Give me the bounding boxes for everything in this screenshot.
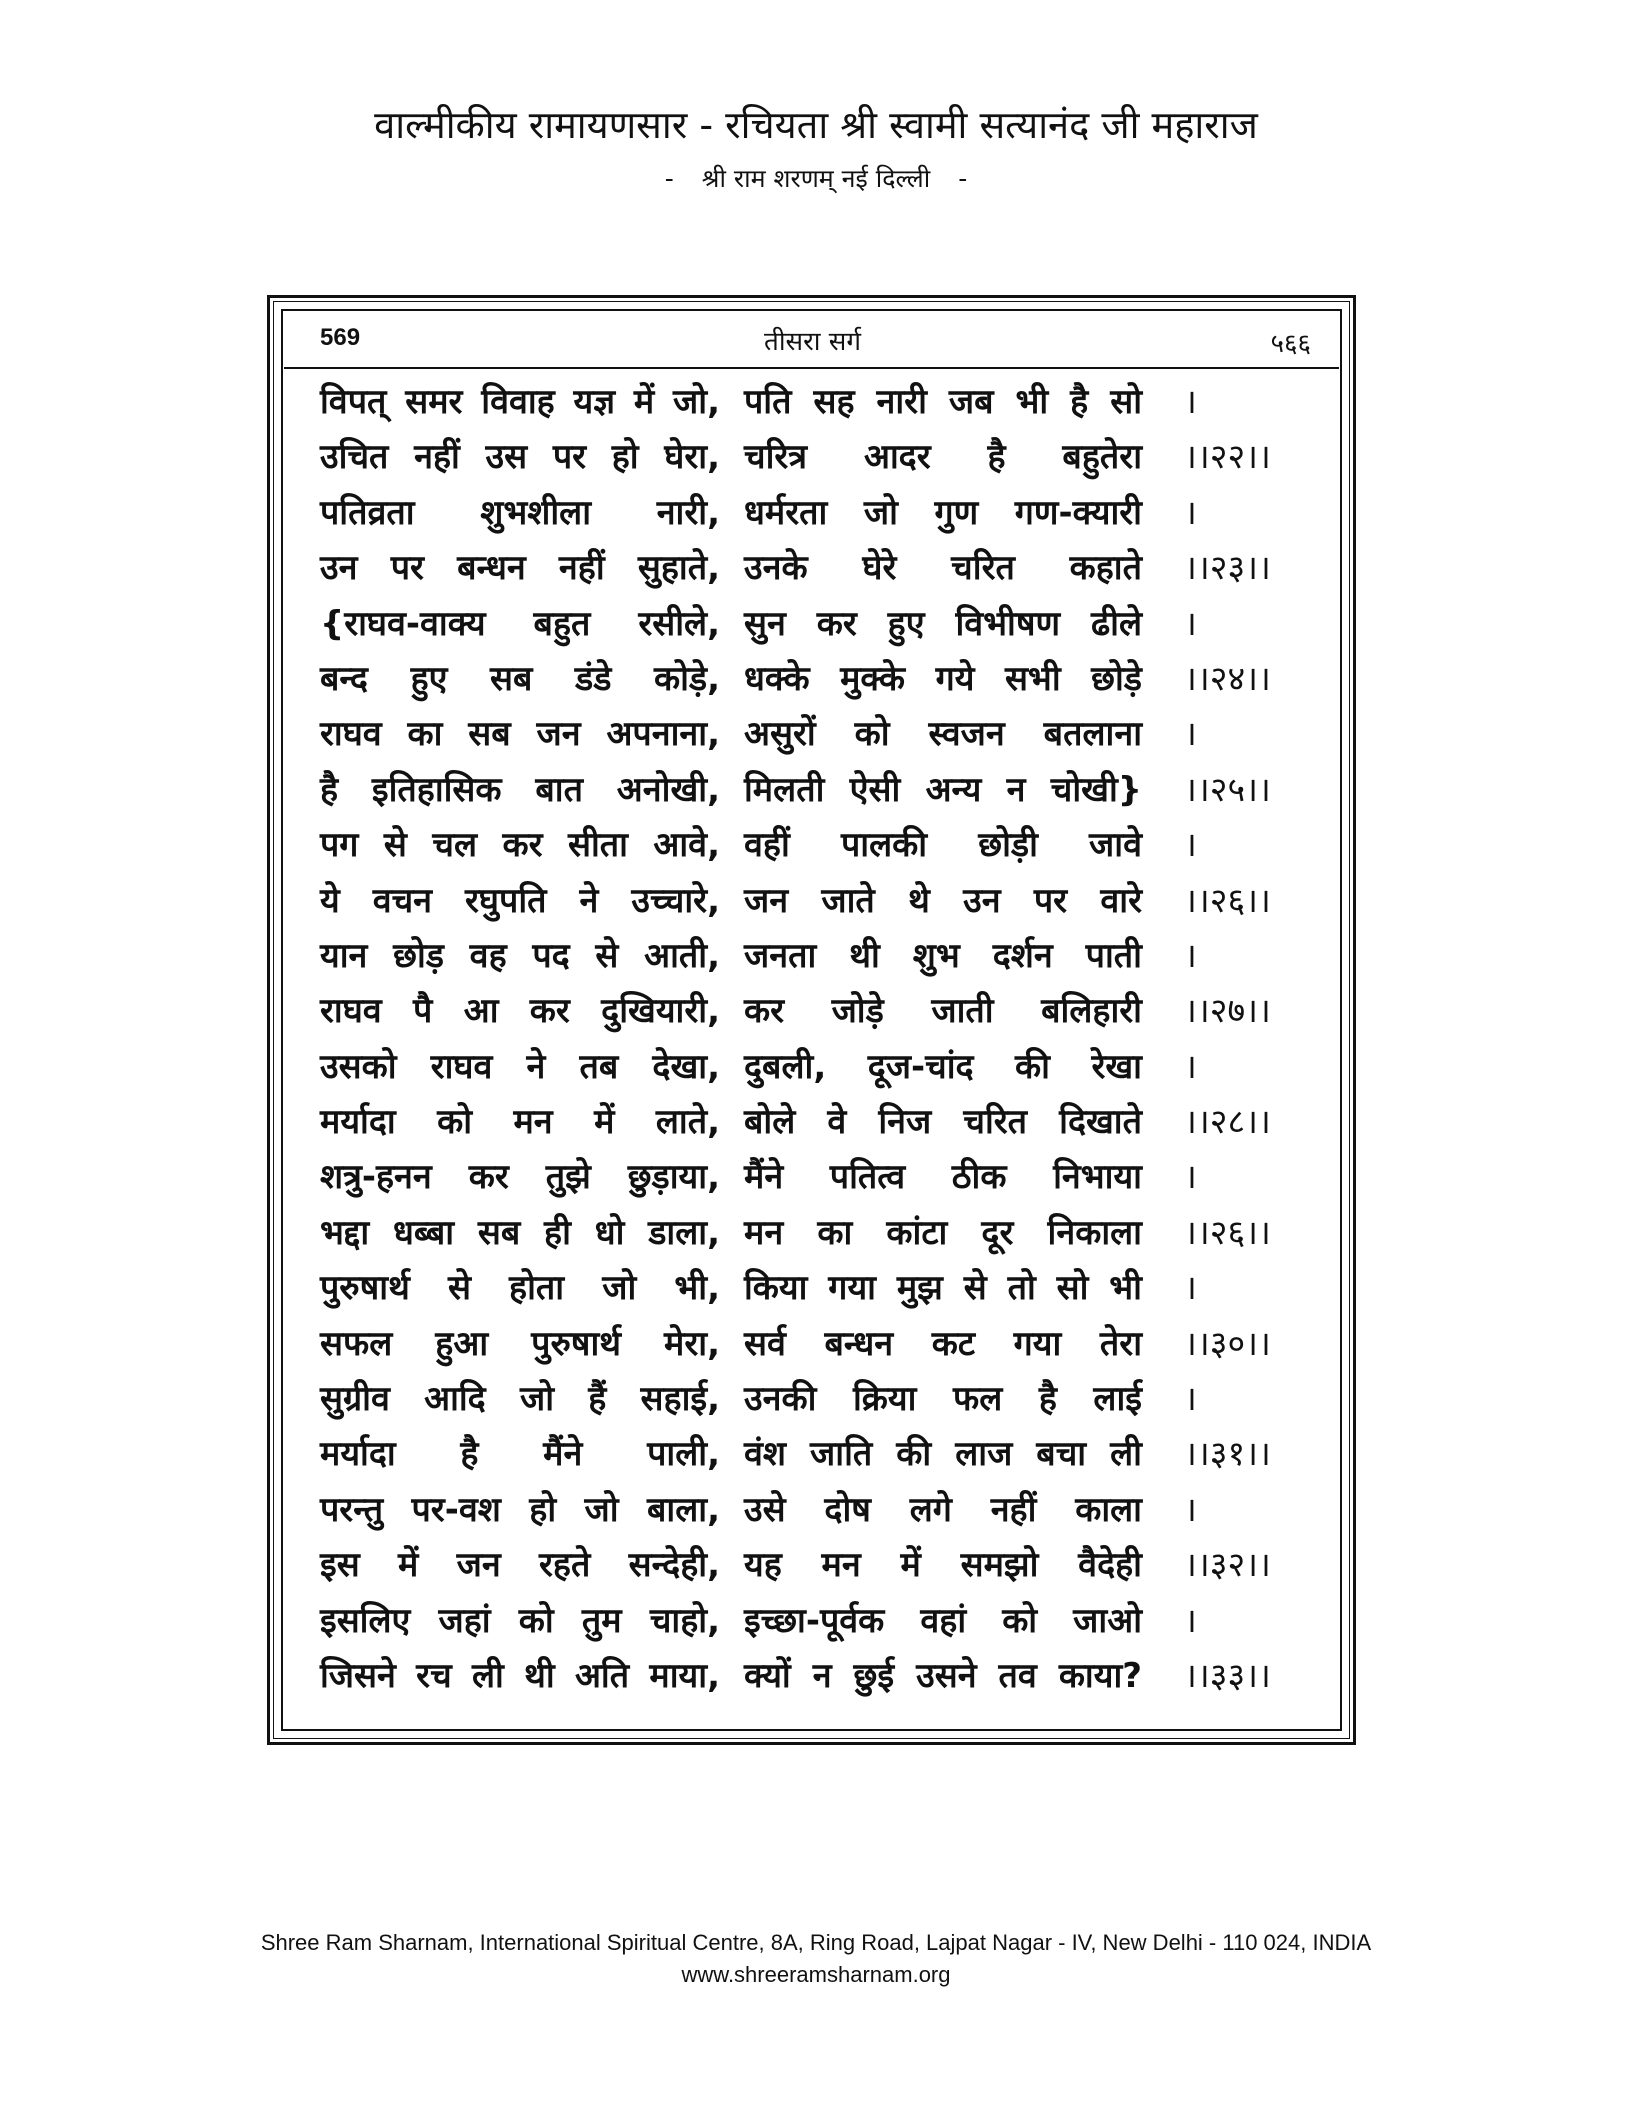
verse-number: ।: [1184, 825, 1197, 866]
verse-number: ।।२२।।: [1184, 437, 1271, 478]
verse-second-half: पति सह नारी जब भी है सो: [744, 382, 1142, 422]
verse-number: ।।२४।।: [1184, 658, 1271, 699]
verse-line: [320, 1538, 1320, 1593]
verse-number: ।।२५।।: [1184, 769, 1271, 810]
subtitle-dash-right: -: [958, 164, 968, 193]
verse-number: ।।३०।।: [1184, 1323, 1271, 1364]
verse-first-half: {राघव-वाक्य बहुत रसीले,: [320, 603, 720, 644]
verse-first-half: इस में जन रहते सन्देही,: [320, 1545, 720, 1586]
page-number: 569: [320, 324, 361, 351]
footer-address: Shree Ram Sharnam, International Spiritual Centre, 8A, Ring Road, Lajpat Nagar - IV, New Delhi - 110 024, INDIA: [260, 1930, 1372, 1955]
document-title: वाल्मीकीय रामायणसार - रचियता श्री स्वामी सत्यानंद जी महाराज: [374, 103, 1258, 147]
verse-second-half: क्यों न छुई उसने तव काया?: [744, 1655, 1142, 1696]
verse-line: [320, 984, 1320, 1039]
verse-number: ।: [1184, 1600, 1197, 1641]
verse-line: [320, 375, 1320, 430]
verse-second-half: उनके घेरे चरित कहाते: [744, 548, 1142, 589]
verse-line: [320, 541, 1320, 596]
verse-first-half: है इतिहासिक बात अनोखी,: [320, 769, 720, 810]
verse-line: [320, 597, 1320, 652]
verse-second-half: वंश जाति की लाज बचा ली: [744, 1434, 1142, 1475]
verse-line: [320, 818, 1320, 873]
verse-line: [320, 707, 1320, 762]
verse-first-half: शत्रु-हनन कर तुझे छुड़ाया,: [320, 1157, 720, 1198]
verse-first-half: यान छोड़ वह पद से आती,: [320, 935, 720, 976]
verse-first-half: बन्द हुए सब डंडे कोड़े,: [320, 658, 720, 699]
verse-line: [320, 652, 1320, 707]
verse-number: ।: [1184, 1046, 1197, 1087]
verse-number: ।: [1184, 603, 1197, 644]
verse-second-half: दुबली, दूज-चांद की रेखा: [744, 1046, 1142, 1087]
verse-first-half: इसलिए जहां को तुम चाहो,: [320, 1600, 720, 1641]
page-header: [300, 322, 1325, 364]
verse-line: [320, 1206, 1320, 1261]
verse-second-half: जनता थी शुभ दर्शन पाती: [744, 935, 1142, 976]
verse-first-half: पतिव्रता शुभशीला नारी,: [320, 492, 720, 533]
verse-second-half: मिलती ऐसी अन्य न चोखी}: [744, 769, 1142, 810]
verse-first-half: मर्यादा है मैंने पाली,: [320, 1434, 720, 1475]
verse-first-half: पुरुषार्थ से होता जो भी,: [320, 1268, 720, 1309]
verse-second-half: सुन कर हुए विभीषण ढीले: [744, 603, 1142, 644]
verse-number: ।: [1184, 492, 1197, 533]
verse-line: [320, 1150, 1320, 1205]
verse-first-half: उन पर बन्धन नहीं सुहाते,: [320, 548, 720, 589]
verse-second-half: वहीं पालकी छोड़ी जावे: [744, 825, 1142, 866]
verse-second-half: मैंने पतित्व ठीक निभाया: [744, 1157, 1142, 1198]
verse-number: ।।३२।।: [1184, 1545, 1271, 1586]
verse-line: [320, 1040, 1320, 1095]
verse-number: ।: [1184, 1379, 1197, 1420]
verse-number: ।।२६।।: [1184, 1212, 1271, 1253]
verse-second-half: जन जाते थे उन पर वारे: [744, 880, 1142, 921]
verse-line: [320, 763, 1320, 818]
subtitle-text: श्री राम शरणम् नई दिल्ली: [701, 164, 931, 193]
verse-second-half: असुरों को स्वजन बतलाना: [744, 714, 1142, 755]
verse-second-half: यह मन में समझो वैदेही: [744, 1545, 1142, 1586]
verse-first-half: सुग्रीव आदि जो हैं सहाई,: [320, 1379, 720, 1420]
verse-first-half: उसको राघव ने तब देखा,: [320, 1046, 720, 1087]
verse-second-half: धर्मरता जो गुण गण-क्यारी: [744, 492, 1142, 533]
verse-first-half: राघव पै आ कर दुखियारी,: [320, 991, 720, 1032]
verse-line: [320, 1261, 1320, 1316]
verse-first-half: सफल हुआ पुरुषार्थ मेरा,: [320, 1323, 720, 1364]
verse-line: [320, 486, 1320, 541]
verse-line: [320, 1649, 1320, 1704]
verse-line: [320, 929, 1320, 984]
verse-number: ।: [1184, 1489, 1197, 1530]
verse-first-half: परन्तु पर-वश हो जो बाला,: [320, 1489, 720, 1530]
verse-number: ।।२३।।: [1184, 548, 1271, 589]
verse-line: [320, 1095, 1320, 1150]
verse-number: ।: [1184, 1157, 1197, 1198]
verse-line: [320, 874, 1320, 929]
verse-second-half: चरित्र आदर है बहुतेरा: [744, 437, 1142, 478]
verse-second-half: कर जोड़े जाती बलिहारी: [744, 991, 1142, 1032]
verse-number: ।।३१।।: [1184, 1434, 1271, 1475]
verse-second-half: मन का कांटा दूर निकाला: [744, 1212, 1142, 1253]
verse-first-half: पग से चल कर सीता आवे,: [320, 825, 720, 866]
verse-second-half: उसे दोष लगे नहीं काला: [744, 1489, 1142, 1530]
sarga-title: तीसरा सर्ग: [764, 327, 861, 357]
verse-number: ।।२८।।: [1184, 1102, 1271, 1143]
verse-number: ।।२६।।: [1184, 880, 1271, 921]
verse-line: [320, 1317, 1320, 1372]
subtitle-dash-left: -: [664, 164, 674, 193]
document-subtitle: [0, 162, 1632, 196]
verse-second-half: धक्के मुक्के गये सभी छोड़े: [744, 658, 1142, 699]
header-divider: [284, 367, 1339, 369]
verse-line: [320, 430, 1320, 485]
verse-first-half: राघव का सब जन अपनाना,: [320, 714, 720, 755]
verse-first-half: उचित नहीं उस पर हो घेरा,: [320, 437, 720, 478]
verse-first-half: विपत् समर विवाह यज्ञ में जो,: [320, 382, 720, 422]
verse-first-half: जिसने रच ली थी अति माया,: [320, 1655, 720, 1696]
verse-number: ।।२७।।: [1184, 991, 1271, 1032]
verse-first-half: भद्दा धब्बा सब ही धो डाला,: [320, 1212, 720, 1253]
verse-line: [320, 1372, 1320, 1427]
verse-line: [320, 1483, 1320, 1538]
verse-number: ।: [1184, 714, 1197, 755]
verse-number: ।।३३।।: [1184, 1655, 1271, 1696]
verse-second-half: किया गया मुझ से तो सो भी: [744, 1268, 1142, 1309]
verse-list: [320, 375, 1320, 1704]
verse-number: ।: [1184, 1268, 1197, 1309]
verse-second-half: इच्छा-पूर्वक वहां को जाओ: [744, 1600, 1142, 1641]
verse-line: [320, 1594, 1320, 1649]
verse-number: ।: [1184, 382, 1197, 422]
verse-number: ।: [1184, 935, 1197, 976]
verse-second-half: उनकी क्रिया फल है लाई: [744, 1379, 1142, 1420]
verse-line: [320, 1427, 1320, 1482]
page-number-hindi: ५६६: [1270, 329, 1311, 359]
footer-website: www.shreeramsharnam.org: [681, 1962, 951, 1987]
verse-second-half: बोले वे निज चरित दिखाते: [744, 1102, 1142, 1143]
verse-second-half: सर्व बन्धन कट गया तेरा: [744, 1323, 1142, 1364]
verse-first-half: मर्यादा को मन में लाते,: [320, 1102, 720, 1143]
verse-first-half: ये वचन रघुपति ने उच्चारे,: [320, 880, 720, 921]
